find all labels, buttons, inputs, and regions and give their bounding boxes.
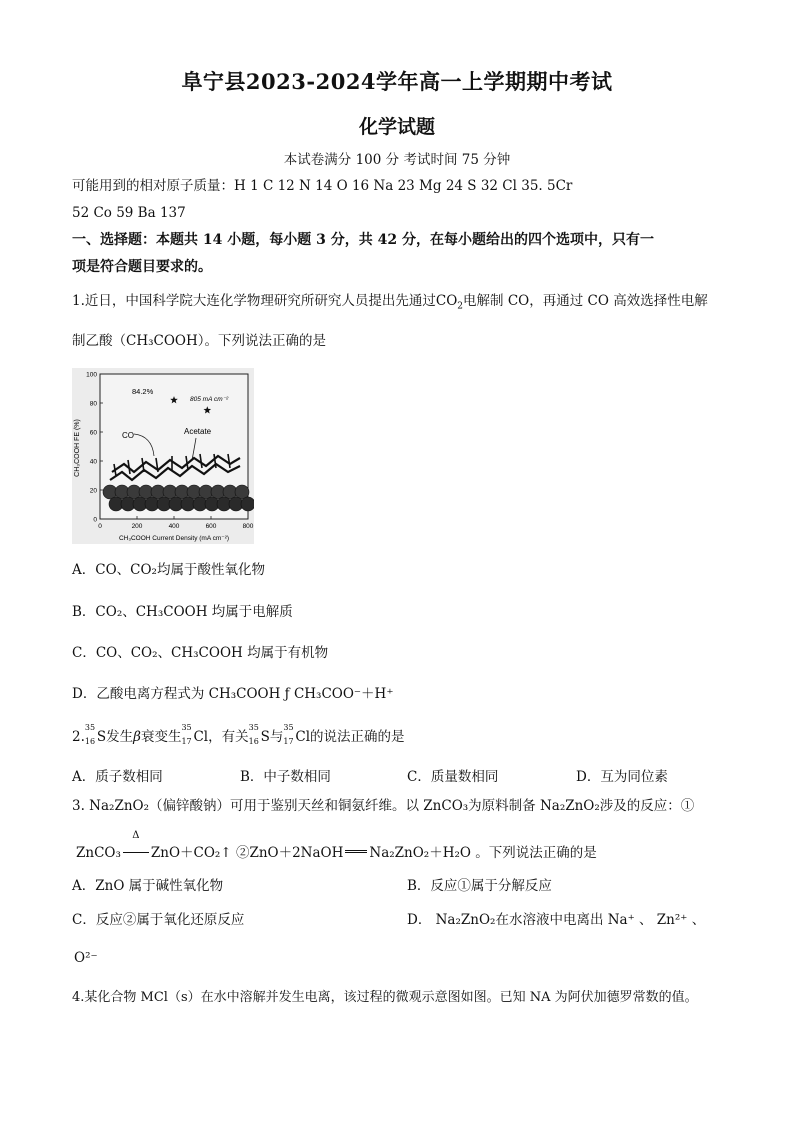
q3-delta: Δ [132, 830, 140, 841]
electrode-sphere-layer [103, 485, 254, 511]
isotope-cl35-mass: 35 [181, 723, 192, 732]
q1-stem-part-a: 1.近日，中国科学院大连化学物理研究所研究人员提出先通过 [72, 293, 436, 309]
q1-stem-line-1 [72, 293, 708, 312]
y-tick-label: 80 [89, 400, 97, 408]
q3-heat-condition [121, 830, 151, 861]
isotope-s35-symbol: S [96, 729, 107, 745]
isotope-cl35-ref-mass: 35 [283, 723, 294, 732]
q3-eq-reactant: ZnCO₃ [76, 845, 121, 861]
label-acetate: Acetate [184, 427, 212, 436]
isotope-s35-ref-symbol: S [260, 729, 270, 745]
q3-eq-middle: ZnO＋CO₂↑ ②ZnO＋2NaOH [150, 845, 344, 861]
q3-eq-products: Na₂ZnO₂＋H₂O 。下列说法正确的是 [369, 845, 597, 861]
isotope-s35-ref [248, 723, 270, 746]
isotope-cl35-ref-number: 17 [283, 737, 294, 746]
x-tick-label: 0 [98, 523, 102, 530]
label-co: CO [122, 431, 134, 440]
q3-eq-sign-2 [345, 850, 367, 853]
q1-option-c: C．CO、CO₂、CH₃COOH 均属于有机物 [72, 645, 329, 661]
q3-equation-line [76, 830, 597, 861]
isotope-s35 [84, 723, 107, 746]
q2-option-a: A．质子数相同 [72, 769, 163, 785]
q3-option-d: D． Na₂ZnO₂在水溶液中电离出 Na⁺ 、 Zn²⁺ 、 [407, 912, 706, 928]
isotope-cl35-symbol: Cl [193, 729, 209, 745]
x-tick-label: 200 [131, 523, 143, 530]
q1-option-a: A．CO、CO₂均属于酸性氧化物 [72, 562, 265, 578]
x-tick-label: 400 [168, 523, 180, 530]
q2-stem [72, 723, 405, 746]
isotope-cl35 [181, 723, 209, 746]
q1-stem-part-b: 电解制 CO，再通过 CO 高效选择性电解 [463, 293, 708, 309]
y-tick-label: 20 [89, 487, 97, 495]
isotope-s35-ref-mass: 35 [248, 723, 259, 732]
q2-text-5: 的说法正确的是 [310, 729, 405, 745]
y-tick-label: 60 [89, 429, 97, 437]
atomic-mass-line-1: 可能用到的相对原子质量：H 1 C 12 N 14 O 16 Na 23 Mg 24 S 32 Cl 35. 5Cr [72, 178, 573, 194]
q3-option-d-continued: O²⁻ [74, 950, 98, 966]
q1-option-d: D．乙酸电离方程式为 CH₃COOH ƒ CH₃COO⁻＋H⁺ [72, 686, 394, 702]
q2-text-3: ，有关 [208, 729, 249, 745]
section-heading-line-1: 一、选择题：本题共 14 小题，每小题 3 分，共 42 分，在每小题给出的四个选项中，只有一 [72, 232, 654, 248]
section-heading-line-2: 项是符合题目要求的。 [72, 259, 212, 275]
annotation-percent: 84.2% [132, 387, 154, 396]
x-tick-label: 800 [242, 523, 254, 530]
isotope-s35-mass: 35 [84, 723, 96, 732]
q2-text-4: 与 [269, 729, 284, 745]
q2-option-c: C．质量数相同 [407, 769, 499, 785]
q3-eq-sign-1 [123, 852, 149, 853]
q2-option-b: B．中子数相同 [240, 769, 331, 785]
x-tick-label: 600 [205, 523, 217, 530]
y-tick-label: 0 [93, 516, 97, 524]
electrode-sphere [241, 497, 254, 511]
q1-chart [72, 368, 254, 544]
y-tick-label: 40 [89, 458, 97, 466]
y-tick-label: 100 [86, 371, 97, 379]
q1-stem-line-2: 制乙酸（CH₃COOH）。下列说法正确的是 [72, 333, 327, 349]
y-axis-label: CH₃COOH FE (%) [74, 419, 81, 477]
q2-beta: β [133, 729, 141, 745]
q2-text-1: 发生 [106, 729, 134, 745]
isotope-cl35-number: 17 [181, 737, 192, 746]
q3-option-b: B．反应①属于分解反应 [407, 878, 552, 894]
isotope-cl35-ref [283, 723, 311, 746]
q3-option-c: C．反应②属于氧化还原反应 [72, 912, 245, 928]
exam-subject: 化学试题 [358, 116, 435, 138]
q1-option-b: B．CO₂、CH₃COOH 均属于电解质 [72, 604, 293, 620]
isotope-s35-ref-number: 16 [248, 737, 259, 746]
q2-number: 2. [72, 729, 85, 745]
q3-option-a: A．ZnO 属于碱性氧化物 [72, 878, 224, 894]
annotation-current: 805 mA cm⁻² [190, 396, 229, 403]
isotope-s35-number: 16 [84, 737, 96, 746]
x-axis-label: CH₃COOH Current Density (mA cm⁻²) [118, 535, 230, 542]
q3-stem-line-1: 3. Na₂ZnO₂（偏锌酸钠）可用于鉴别天丝和铜氨纤维。以 ZnCO₃为原料制备 Na₂ZnO₂涉及的反应：① [72, 798, 695, 814]
atomic-mass-line-2: 52 Co 59 Ba 137 [72, 205, 186, 221]
q2-text-2: 衰变生 [140, 729, 182, 745]
q4-stem: 4.某化合物 MCl（s）在水中溶解并发生电离，该过程的微观示意图如图。已知 NA 为阿伏加德罗常数的值。 [72, 990, 698, 1005]
exam-title: 阜宁县2023-2024学年高一上学期期中考试 [181, 69, 613, 94]
exam-info: 本试卷满分 100 分 考试时间 75 分钟 [283, 152, 511, 168]
isotope-cl35-ref-symbol: Cl [295, 729, 311, 745]
q2-option-d: D．互为同位素 [576, 769, 668, 785]
q1-co2-formula: $CO_2$ [435, 293, 464, 312]
